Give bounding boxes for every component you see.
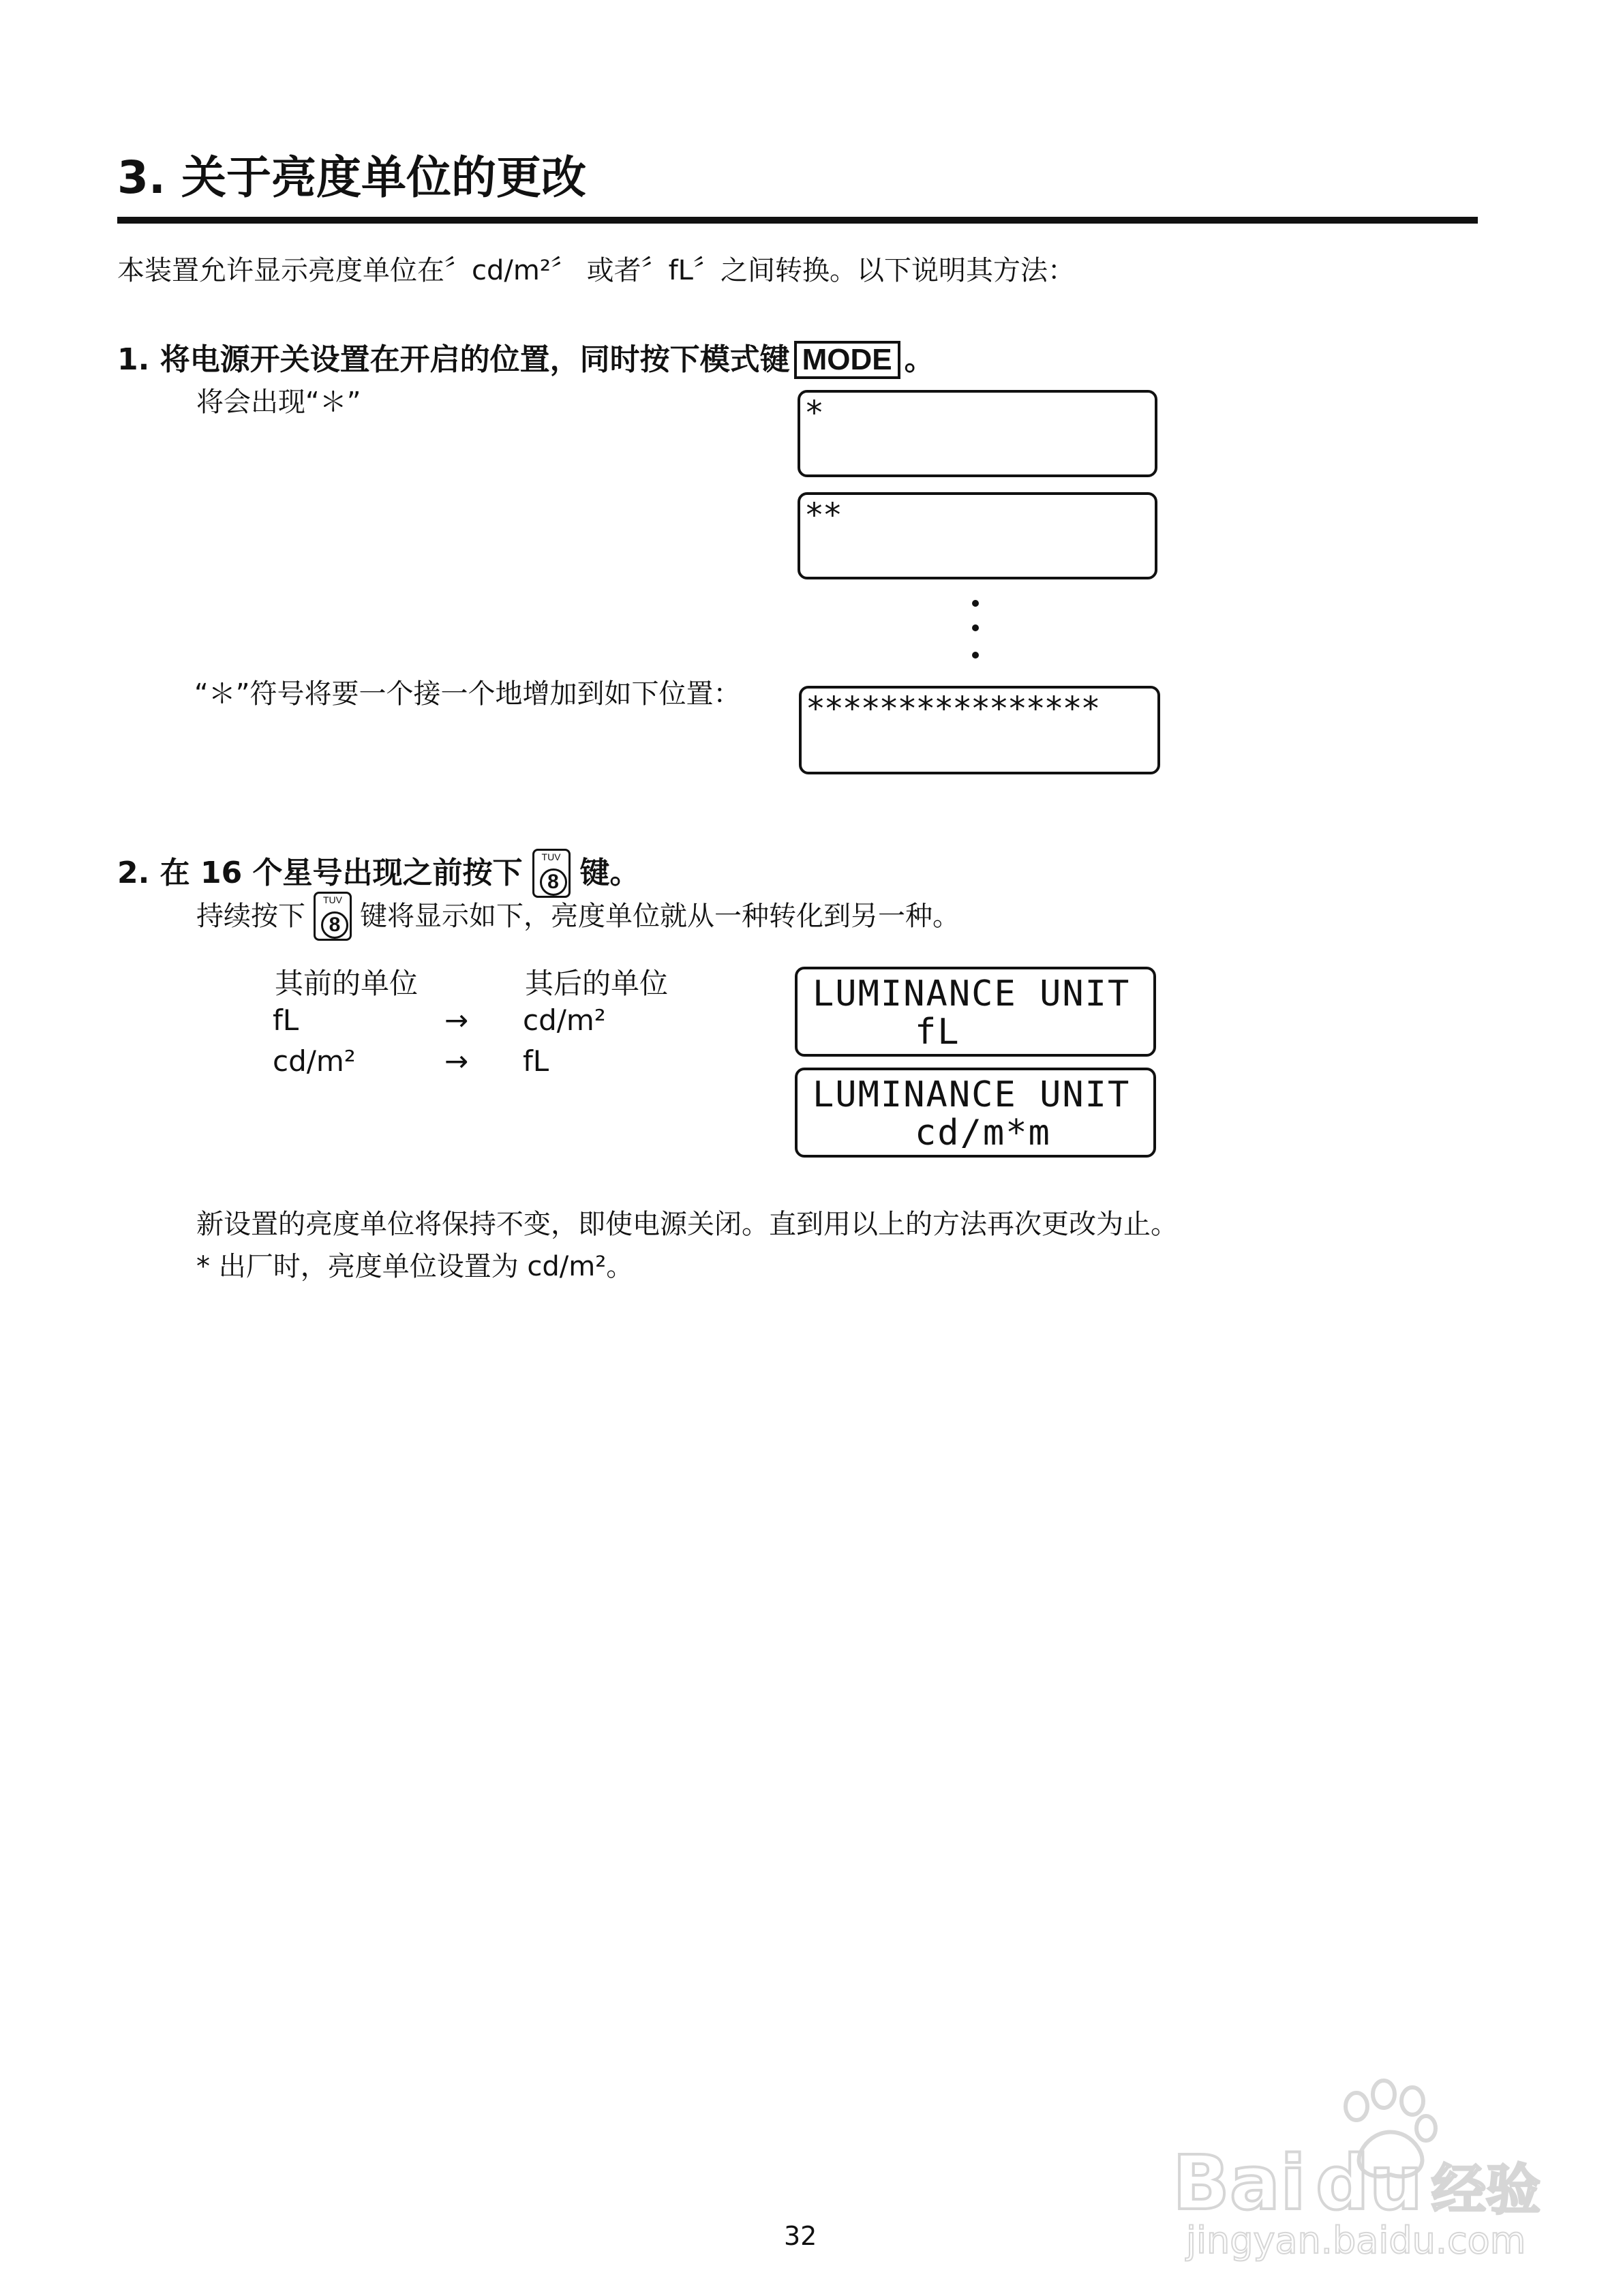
step1-note-increase: “＊”符号将要一个接一个地增加到如下位置： xyxy=(194,678,741,710)
ellipsis-dot xyxy=(972,652,979,659)
step1-heading-text: 1. 将电源开关设置在开启的位置，同时按下模式键 xyxy=(117,342,790,377)
step2-desc-prefix: 持续按下 xyxy=(196,901,305,932)
baidu-watermark-logo xyxy=(1159,2066,1541,2263)
step2-desc-suffix: 键将显示如下，亮度单位就从一种转化到另一种。 xyxy=(360,901,960,932)
ellipsis-dot xyxy=(972,600,979,607)
key-8-digit: 8 xyxy=(321,911,348,939)
lcd-display-2-text: ** xyxy=(804,496,841,534)
title-underline xyxy=(117,217,1478,224)
step1-heading xyxy=(117,341,935,379)
header-after: 其后的单位 xyxy=(525,967,669,1000)
step1-heading-end: 。 xyxy=(904,342,935,377)
row2-before: cd/m² xyxy=(273,1044,356,1078)
lcd-line2: fL xyxy=(915,1012,960,1053)
step2-heading-text: 2. 在 16 个星号出现之前按下 xyxy=(117,856,523,890)
row1-before: fL xyxy=(273,1003,299,1037)
row1-arrow: → xyxy=(444,1003,469,1037)
svg-text:du: du xyxy=(1316,2139,1423,2226)
key-8-digit: 8 xyxy=(540,868,567,896)
svg-text:jingyan.baidu.com: jingyan.baidu.com xyxy=(1186,2219,1526,2262)
lcd-display-2 xyxy=(798,492,1157,579)
factory-default-note: * 出厂时，亮度单位设置为 cd/m²。 xyxy=(196,1251,634,1282)
step2-heading-end: 键。 xyxy=(579,856,640,890)
svg-text:Bai: Bai xyxy=(1172,2139,1306,2226)
lcd-line1: LUMINANCE UNIT xyxy=(813,1074,1131,1115)
row1-after: cd/m² xyxy=(523,1003,606,1037)
key-8-letters: TUV xyxy=(541,851,561,862)
key-8-letters: TUV xyxy=(323,894,342,905)
section-title: 3. 关于亮度单位的更改 xyxy=(117,151,586,204)
lcd-display-full-text: **************** xyxy=(806,690,1099,728)
svg-text:经验: 经验 xyxy=(1431,2158,1541,2222)
lcd-line2: cd/m*m xyxy=(915,1113,1051,1153)
persistence-note: 新设置的亮度单位将保持不变，即使电源关闭。直到用以上的方法再次更改为止。 xyxy=(196,1209,1178,1240)
row2-arrow: → xyxy=(444,1044,469,1078)
ellipsis-dot xyxy=(972,624,979,631)
step2-heading xyxy=(117,849,640,898)
intro-text: 本装置允许显示亮度单位在〞cd/m²〞 或者〞fL〞之间转换。以下说明其方法： xyxy=(117,255,1075,286)
mode-key: MODE xyxy=(794,341,900,379)
key-8-icon xyxy=(314,892,352,941)
page-number: 32 xyxy=(784,2221,817,2251)
row2-after: fL xyxy=(523,1044,549,1078)
lcd-display-full xyxy=(799,686,1160,774)
step1-note-appear: 将会出现“＊” xyxy=(196,387,361,418)
step2-description xyxy=(196,892,960,941)
lcd-display-1-text: * xyxy=(804,394,823,432)
lcd-luminance-fl xyxy=(795,967,1156,1057)
lcd-luminance-cdm2 xyxy=(795,1068,1156,1158)
lcd-display-1 xyxy=(798,390,1157,477)
lcd-line1: LUMINANCE UNIT xyxy=(813,973,1131,1014)
key-8-icon xyxy=(532,849,571,898)
header-before: 其前的单位 xyxy=(275,967,419,1000)
